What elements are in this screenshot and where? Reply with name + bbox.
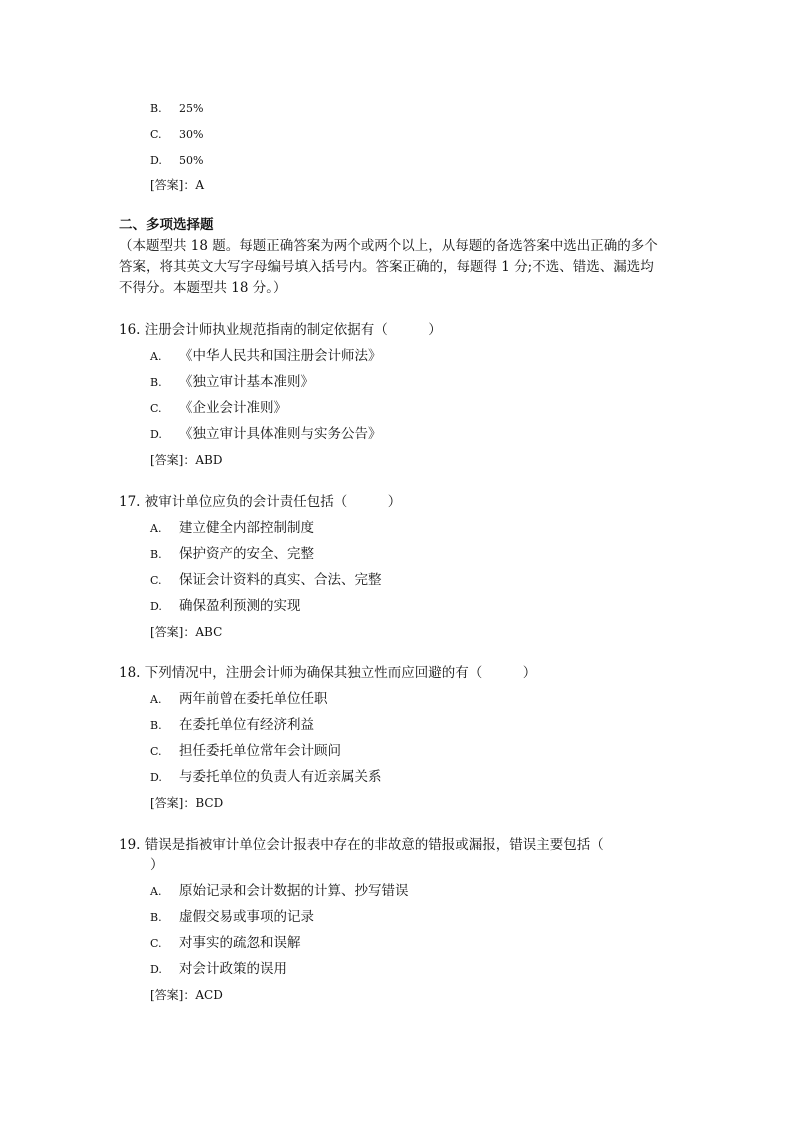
option-letter: A. (150, 693, 162, 706)
option-text: 保护资产的安全、完整 (179, 546, 314, 562)
option-text: 《中华人民共和国注册会计师法》 (179, 348, 382, 364)
option-letter: A. (150, 522, 162, 535)
section-desc-line: （本题型共 18 题。每题正确答案为两个或两个以上，从每题的备选答案中选出正确的多个 (119, 238, 658, 254)
option-text: 确保盈利预测的实现 (179, 598, 301, 614)
option-text: 原始记录和会计数据的计算、抄写错误 (179, 883, 409, 899)
answer-text: [答案]：BCD (150, 796, 224, 810)
option-letter: C. (150, 402, 162, 415)
option-text: 《独立审计基本准则》 (179, 374, 314, 390)
section-desc-line: 不得分。本题型共 18 分。） (119, 280, 287, 296)
option-text: 担任委托单位常年会计顾问 (179, 743, 341, 759)
option-text: 保证会计资料的真实、合法、完整 (179, 572, 382, 588)
option-letter: D. (150, 428, 162, 441)
option-letter: D. (150, 963, 162, 976)
option-letter: C. (150, 937, 162, 950)
option-text: 30% (179, 128, 204, 141)
option-text: 对事实的疏忽和误解 (179, 935, 301, 951)
option-text: 与委托单位的负责人有近亲属关系 (179, 769, 382, 785)
option-letter: C. (150, 128, 162, 141)
answer-text: [答案]：A (150, 178, 205, 192)
option-letter: D. (150, 154, 162, 167)
option-letter: B. (150, 102, 162, 115)
option-text: 对会计政策的误用 (179, 961, 287, 977)
option-letter: C. (150, 574, 162, 587)
option-text: 《独立审计具体准则与实务公告》 (179, 426, 382, 442)
question-text: 17. 被审计单位应负的会计责任包括（ ） (119, 494, 402, 510)
question-text: 19. 错误是指被审计单位会计报表中存在的非故意的错报或漏报，错误主要包括（ (119, 837, 604, 853)
question-text: 18. 下列情况中，注册会计师为确保其独立性而应回避的有（ ） (119, 665, 537, 681)
answer-text: [答案]：ABD (150, 453, 223, 467)
option-text: 在委托单位有经济利益 (179, 717, 314, 733)
section-desc-line: 答案，将其英文大写字母编号填入括号内。答案正确的，每题得 1 分;不选、错选、漏选均 (119, 259, 654, 275)
option-letter: D. (150, 771, 162, 784)
option-text: 《企业会计准则》 (179, 400, 287, 416)
option-letter: B. (150, 911, 162, 924)
option-text: 虚假交易或事项的记录 (179, 909, 314, 925)
answer-text: [答案]：ABC (150, 625, 223, 639)
answer-text: [答案]：ACD (150, 988, 223, 1002)
option-letter: D. (150, 600, 162, 613)
option-letter: B. (150, 376, 162, 389)
option-letter: A. (150, 885, 162, 898)
option-text: 两年前曾在委托单位任职 (179, 691, 328, 707)
question-text: 16. 注册会计师执业规范指南的制定依据有（ ） (119, 322, 442, 338)
option-letter: A. (150, 350, 162, 363)
option-text: 建立健全内部控制制度 (179, 520, 314, 536)
option-letter: C. (150, 745, 162, 758)
option-letter: B. (150, 719, 162, 732)
section-title: 二、多项选择题 (119, 217, 214, 233)
question-text-cont: ） (150, 857, 164, 873)
option-text: 50% (179, 154, 204, 167)
option-text: 25% (179, 102, 204, 115)
option-letter: B. (150, 548, 162, 561)
